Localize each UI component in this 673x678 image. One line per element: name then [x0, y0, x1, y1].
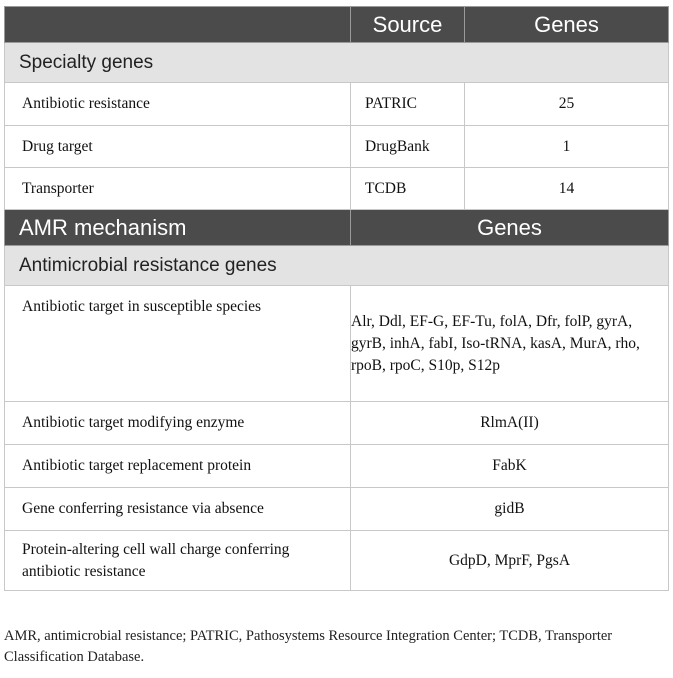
- section-title: Antimicrobial resistance genes: [5, 246, 669, 286]
- header-amr-mechanism: AMR mechanism: [5, 210, 351, 246]
- genes-count-cell: 25: [465, 83, 669, 126]
- source-cell: TCDB: [351, 168, 465, 210]
- table-row: [5, 488, 669, 531]
- category-cell: Transporter: [5, 168, 351, 210]
- gene-summary-table: [4, 6, 669, 591]
- table-row: [5, 126, 669, 168]
- header-row-source-genes: [5, 7, 669, 43]
- genes-cell: gidB: [351, 488, 669, 531]
- genes-cell: RlmA(II): [351, 402, 669, 445]
- genes-count-cell: 14: [465, 168, 669, 210]
- section-title: Specialty genes: [5, 43, 669, 83]
- table-footnote: AMR, antimicrobial resistance; PATRIC, Pathosystems Resource Integration Center; TCDB, Transporter Classification Database.: [4, 628, 613, 665]
- genes-cell: FabK: [351, 445, 669, 488]
- mechanism-cell: Antibiotic target in susceptible species: [5, 286, 351, 402]
- mechanism-cell: Protein-altering cell wall charge conferring antibiotic resistance: [5, 531, 351, 591]
- mechanism-cell: Antibiotic target replacement protein: [5, 445, 351, 488]
- genes-cell: GdpD, MprF, PgsA: [351, 531, 669, 591]
- header-blank-cell: [5, 7, 351, 43]
- section-row-amr-genes: [5, 246, 669, 286]
- category-cell: Antibiotic resistance: [5, 83, 351, 126]
- genes-count-cell: 1: [465, 126, 669, 168]
- genes-cell: Alr, Ddl, EF-G, EF-Tu, folA, Dfr, folP, gyrA, gyrB, inhA, fabI, Iso-tRNA, kasA, MurA, rho, rpoB, rpoC, S10p, S12p: [351, 286, 669, 402]
- header-source: Source: [351, 7, 465, 43]
- table-row: [5, 531, 669, 591]
- table-row: [5, 402, 669, 445]
- mechanism-cell: Gene conferring resistance via absence: [5, 488, 351, 531]
- category-cell: Drug target: [5, 126, 351, 168]
- source-cell: PATRIC: [351, 83, 465, 126]
- table-row: [5, 445, 669, 488]
- source-cell: DrugBank: [351, 126, 465, 168]
- header-row-amr-mechanism: [5, 210, 669, 246]
- header-genes: Genes: [465, 7, 669, 43]
- mechanism-cell: Antibiotic target modifying enzyme: [5, 402, 351, 445]
- table-row: [5, 286, 669, 402]
- table-row: [5, 83, 669, 126]
- table-row: [5, 168, 669, 210]
- header-genes: Genes: [351, 210, 669, 246]
- section-row-specialty-genes: [5, 43, 669, 83]
